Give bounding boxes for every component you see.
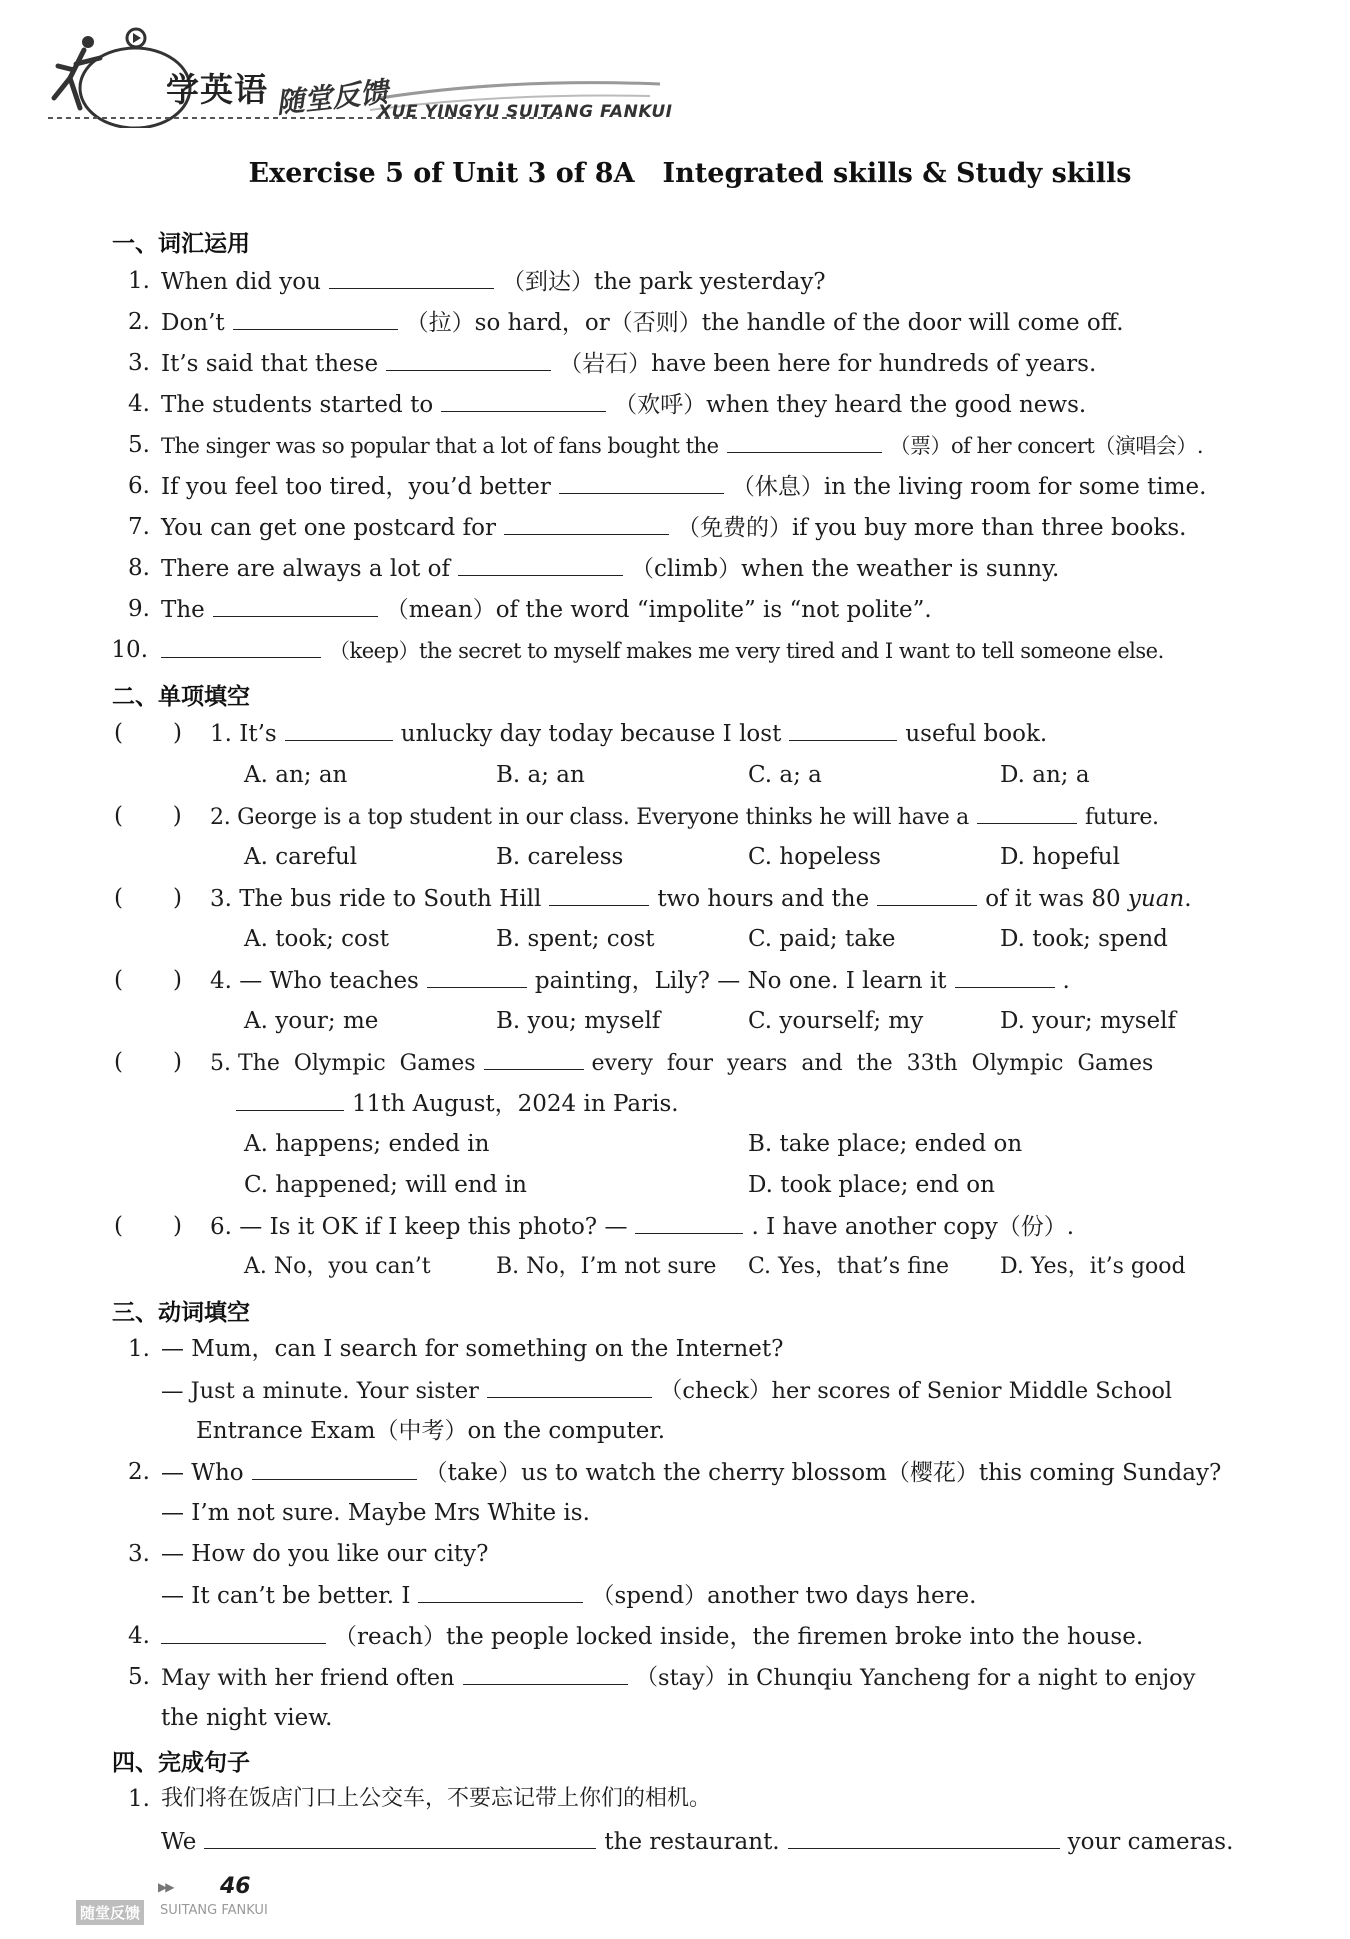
section-heading-verbs: 三、动词填空 [112,1300,250,1326]
header [40,18,680,128]
option-b[interactable]: B. spent; cost [496,926,655,952]
arrow-icon: ▶▶ [158,1880,173,1894]
answer-blank[interactable] [233,307,398,330]
option-a[interactable]: A. took; cost [244,926,389,952]
answer-blank [635,1211,743,1234]
answer-blank[interactable] [487,1375,652,1398]
answer-blank[interactable] [418,1580,583,1603]
footer-english: SUITANG FANKUI [160,1903,268,1918]
answer-bracket[interactable]: ( ) [114,1213,182,1239]
answer-blank[interactable] [204,1826,596,1849]
answer-blank[interactable] [463,1662,628,1685]
option-c[interactable]: C. yourself; my [748,1008,924,1034]
answer-bracket[interactable]: ( ) [114,1049,182,1075]
page-title [0,158,1350,189]
option-d[interactable]: D. hopeful [1000,844,1120,870]
option-b[interactable]: B. take place; ended on [748,1131,1023,1157]
answer-blank[interactable] [441,389,606,412]
page-number: 46 [220,1874,251,1899]
answer-blank[interactable] [559,471,724,494]
option-c[interactable]: C. happened; will end in [244,1172,527,1198]
section-heading-vocab: 一、词汇运用 [112,231,250,257]
option-d[interactable]: D. took place; end on [748,1172,995,1198]
brand-chinese-sub: 随堂反馈 [274,75,390,120]
option-a[interactable]: A. an; an [244,762,348,788]
answer-blank [789,718,897,741]
answer-blank[interactable] [504,512,669,535]
answer-blank[interactable] [727,430,882,453]
section-heading-choice: 二、单项填空 [112,684,250,710]
answer-bracket[interactable]: ( ) [114,967,182,993]
title-unit: Exercise 5 of Unit 3 of 8A [248,158,635,189]
option-b[interactable]: B. a; an [496,762,585,788]
answer-bracket[interactable]: ( ) [114,885,182,911]
option-c[interactable]: C. hopeless [748,844,881,870]
answer-blank [285,718,393,741]
option-d[interactable]: D. your; myself [1000,1008,1177,1034]
option-d[interactable]: D. took; spend [1000,926,1168,952]
option-c[interactable]: C. Yes，that’s fine [748,1254,950,1279]
section-heading-complete: 四、完成句子 [112,1750,250,1776]
option-b[interactable]: B. No，I’m not sure [496,1254,717,1279]
answer-blank [977,801,1077,824]
worksheet-page: 学英语 随堂反馈 XUE YINGYU SUITANG FANKUI Exercise 5 of Unit 3 of 8A Integrated skills & Study skills 一、词汇运用 1. When did you （到达）the park yesterday? 2. Don’t （拉）so hard，or（否则）the handle of the door will come off. 3. It’s said that these （岩石）have been here for hundreds of years. 4. The students started to （欢呼）when they heard the good news. 5. The singer was so popular that a lot of fans bought the （票）of her concert（演唱会）. 6. If you feel too tired，you’d better （休息）in the living room for some time. 7. You can get one postcard for （免费的）if you buy more than three books. 8. There are always a lot of （climb）when the weather is sunny. 9. The （mean）of the word “impolite” is “not polite”. 10. （keep）the secret to myself makes me very tired and I want to tell someone else. 二、单项填空 ( ) 1. It’s unlucky day today because I lost useful book. A. an; an B. a; an C. a; a D. an; a ( ) 2. George is a top student in our class. Everyone thinks he will have a future. A. careful B. careless C. hopeless D. hopeful ( ) 3. The bus ride to South Hill two hours and the of it was 80 yuan. A. took; cost B. spent; cost C. paid; take D. took; spend ( ) 4. — Who teaches painting，Lily? — No one. I learn it . A. your; me B. you; myself C. yourself; my D. your; myself ( ) 5. The Olympic Games every four years and the 33th Olympic Games 11th August，2024 in Paris. A. happens; ended in B. take place; ended on C. happened; will end in D. took place; end on ( ) 6. — Is it OK if I keep this photo? — . I have another copy（份）. A. No，you can’t B. No，I’m not sure C. Yes，that’s fine D. Yes，it’s good 三、动词填空 1. — Mum，can I search for something on the Internet? — Just a minute. Your sister （check）her scores of Senior Middle School Entrance Exam（中考）on the computer. 2. — Who （take）us to watch the cherry blossom（樱花）this coming Sunday? — I’m not sure. Maybe Mrs White is. 3. — How do you like our city? — It can’t be better. I （spend）another two days here. 4. （reach）the people locked inside，the firemen broke into the house. 5. May with her friend often （stay）in Chunqiu Yancheng for a night to enjoy the night view. 四、完成句子 1. 我们将在饭店门口上公交车，不要忘记带上你们的相机。 We the restaurant. your cameras. ▶▶ 46 随堂反馈 SUITANG FANKUI [0,0,1350,1939]
answer-blank[interactable] [213,594,378,617]
answer-blank [549,883,649,906]
option-d[interactable]: D. an; a [1000,762,1090,788]
footer-badge: 随堂反馈 [76,1900,144,1925]
option-d[interactable]: D. Yes，it’s good [1000,1254,1186,1279]
brand-english: XUE YINGYU SUITANG FANKUI [378,102,673,122]
answer-blank[interactable] [161,635,321,658]
brand-chinese: 学英语 [166,70,268,109]
answer-blank [427,965,527,988]
option-c[interactable]: C. a; a [748,762,822,788]
answer-blank[interactable] [329,266,494,289]
answer-blank [877,883,977,906]
option-b[interactable]: B. you; myself [496,1008,661,1034]
title-topic: Integrated skills & Study skills [662,158,1132,189]
answer-blank [955,965,1055,988]
answer-blank [236,1088,344,1111]
answer-blank[interactable] [252,1457,417,1480]
answer-blank[interactable] [458,553,623,576]
answer-blank[interactable] [161,1621,326,1644]
answer-blank [484,1047,584,1070]
option-b[interactable]: B. careless [496,844,624,870]
option-a[interactable]: A. happens; ended in [244,1131,490,1157]
option-a[interactable]: A. your; me [244,1008,379,1034]
answer-blank[interactable] [788,1826,1060,1849]
answer-bracket[interactable]: ( ) [114,720,182,746]
option-a[interactable]: A. No，you can’t [244,1254,431,1279]
answer-bracket[interactable]: ( ) [114,803,182,829]
option-a[interactable]: A. careful [244,844,358,870]
answer-blank[interactable] [386,348,551,371]
option-c[interactable]: C. paid; take [748,926,896,952]
